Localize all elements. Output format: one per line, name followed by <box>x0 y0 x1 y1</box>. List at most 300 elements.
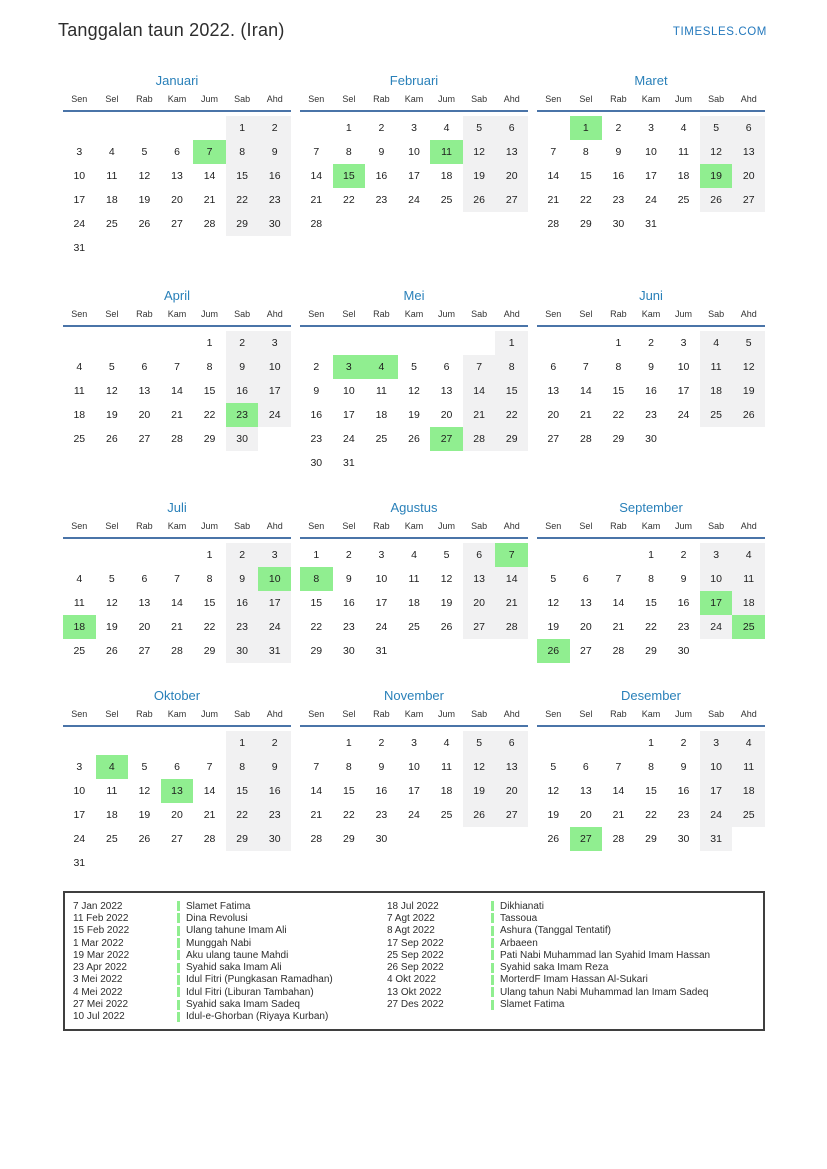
holiday-marker-icon <box>491 901 494 911</box>
day-cell-empty <box>63 116 96 140</box>
day-cell: 30 <box>258 212 291 236</box>
day-cell: 24 <box>645 194 657 206</box>
day-cell: 30 <box>343 645 355 657</box>
day-cell: 22 <box>203 409 216 421</box>
day-cell: 18 <box>732 779 765 803</box>
day-cell: 9 <box>680 761 687 773</box>
day-cell: 13 <box>547 385 560 397</box>
holiday-marker-icon <box>491 987 494 997</box>
holiday-marker-icon <box>491 975 494 985</box>
day-cell: 20 <box>495 779 528 803</box>
holiday-marker-icon <box>177 975 180 985</box>
day-cell: 25 <box>677 194 690 206</box>
day-cell: 14 <box>310 785 323 797</box>
day-header-jum: Jum <box>201 521 219 531</box>
month-day-grid <box>537 705 765 851</box>
day-cell: 10 <box>408 761 420 773</box>
day-cell: 11 <box>106 170 118 182</box>
day-cell: 2 <box>258 116 291 140</box>
legend-date: 11 Feb 2022 <box>73 912 129 924</box>
day-cell: 10 <box>258 355 291 379</box>
day-cell: 15 <box>612 385 625 397</box>
month-day-grid <box>63 705 291 875</box>
day-header-jum: Jum <box>675 94 693 104</box>
day-cell: 27 <box>732 188 765 212</box>
day-cell-empty <box>128 731 161 755</box>
day-cell: 23 <box>677 621 690 633</box>
day-cell-empty <box>96 116 129 140</box>
day-header-ahd: Ahd <box>503 309 520 319</box>
day-cell: 10 <box>375 573 388 585</box>
day-header-rab: Rab <box>136 709 153 719</box>
day-header-kam: Kam <box>167 94 187 104</box>
day-header-sen: Sen <box>308 521 325 531</box>
day-cell: 21 <box>310 809 323 821</box>
day-cell-empty <box>96 543 129 567</box>
header-rule <box>537 110 765 112</box>
legend-holiday-name: Ashura (Tanggal Tentatif) <box>500 925 611 937</box>
day-cell: 4 <box>76 573 83 585</box>
day-cell: 25 <box>106 218 118 230</box>
day-cell: 30 <box>375 833 388 845</box>
holiday-marker-icon <box>177 963 180 973</box>
day-cell: 31 <box>258 639 291 663</box>
day-cell: 29 <box>203 645 216 657</box>
legend-entry <box>387 900 710 912</box>
day-header-ahd: Ahd <box>266 94 283 104</box>
day-cell: 6 <box>732 116 765 140</box>
month-day-grid <box>537 305 765 451</box>
day-cell: 10 <box>73 785 86 797</box>
day-header-sab: Sab <box>234 309 251 319</box>
day-cell: 23 <box>226 403 259 427</box>
day-cell: 2 <box>615 122 622 134</box>
day-cell: 7 <box>193 140 226 164</box>
day-cell: 23 <box>226 615 259 639</box>
day-cell: 16 <box>343 597 355 609</box>
day-cell: 30 <box>226 427 259 451</box>
day-cell: 9 <box>258 755 291 779</box>
day-cell: 3 <box>648 122 654 134</box>
day-header-sab: Sab <box>708 521 725 531</box>
day-header-sab: Sab <box>708 309 725 319</box>
day-cell: 11 <box>678 146 690 158</box>
day-cell: 26 <box>138 218 151 230</box>
day-header-kam: Kam <box>167 709 187 719</box>
header-rule <box>537 725 765 727</box>
day-cell: 20 <box>580 809 592 821</box>
day-cell: 6 <box>495 116 528 140</box>
day-cell: 15 <box>203 385 216 397</box>
legend-date: 4 Okt 2022 <box>387 974 436 986</box>
day-cell: 21 <box>495 591 528 615</box>
day-cell: 24 <box>73 218 86 230</box>
legend-date: 25 Sep 2022 <box>387 949 444 961</box>
day-cell: 4 <box>443 737 450 749</box>
holiday-marker-icon <box>491 1000 494 1010</box>
legend-entry <box>387 998 710 1010</box>
day-cell: 13 <box>171 170 183 182</box>
legend-holiday-name: Idul Fitri (Liburan Tambahan) <box>186 986 314 998</box>
day-cell: 12 <box>700 140 733 164</box>
day-cell: 22 <box>203 621 216 633</box>
day-cell: 22 <box>645 809 657 821</box>
legend-date: 3 Mei 2022 <box>73 974 123 986</box>
day-cell: 13 <box>732 140 765 164</box>
day-cell: 10 <box>343 385 355 397</box>
day-header-sel: Sel <box>579 309 593 319</box>
day-header-kam: Kam <box>404 309 424 319</box>
page-title: Tanggalan taun 2022. (Iran) <box>58 20 285 40</box>
day-cell: 27 <box>547 433 560 445</box>
day-cell: 24 <box>73 833 86 845</box>
day-cell: 30 <box>677 645 690 657</box>
holiday-marker-icon <box>491 938 494 948</box>
month-agustus <box>300 499 528 663</box>
day-cell: 26 <box>547 833 560 845</box>
month-title: Agustus <box>390 500 438 515</box>
legend-entry <box>387 925 710 937</box>
month-juni <box>537 287 765 451</box>
day-header-rab: Rab <box>610 521 627 531</box>
day-header-sel: Sel <box>579 709 593 719</box>
day-header-kam: Kam <box>167 309 187 319</box>
day-header-sel: Sel <box>342 709 356 719</box>
month-title: Juli <box>167 500 187 515</box>
legend-holiday-name: Munggah Nabi <box>186 937 252 949</box>
day-header-jum: Jum <box>201 94 219 104</box>
month-day-grid <box>300 305 528 475</box>
day-cell: 6 <box>443 361 450 373</box>
day-cell: 10 <box>700 755 733 779</box>
day-cell: 2 <box>226 543 259 567</box>
day-cell: 28 <box>463 427 496 451</box>
day-header-jum: Jum <box>438 94 456 104</box>
day-cell: 24 <box>700 615 733 639</box>
day-header-sel: Sel <box>342 521 356 531</box>
day-cell: 6 <box>495 731 528 755</box>
day-cell-empty <box>128 543 161 567</box>
legend-entry <box>73 1011 387 1023</box>
day-cell: 24 <box>408 809 420 821</box>
day-cell: 18 <box>106 809 118 821</box>
day-cell: 18 <box>732 591 765 615</box>
day-cell: 6 <box>174 146 180 158</box>
day-cell: 27 <box>495 188 528 212</box>
day-cell: 27 <box>171 833 183 845</box>
month-day-grid <box>63 517 291 663</box>
legend-entry <box>73 974 387 986</box>
day-cell-empty <box>161 331 194 355</box>
day-cell: 24 <box>375 621 388 633</box>
day-cell: 1 <box>226 731 259 755</box>
day-cell: 20 <box>547 409 560 421</box>
day-cell: 5 <box>732 331 765 355</box>
day-header-kam: Kam <box>167 521 187 531</box>
day-cell: 26 <box>106 433 118 445</box>
day-header-sen: Sen <box>71 309 88 319</box>
day-cell: 17 <box>73 194 86 206</box>
day-cell: 17 <box>73 809 86 821</box>
day-cell: 3 <box>258 543 291 567</box>
legend-date: 26 Sep 2022 <box>387 962 444 974</box>
day-cell: 1 <box>345 122 352 134</box>
day-cell: 1 <box>345 737 352 749</box>
legend-entry <box>73 937 387 949</box>
month-day-grid <box>63 90 291 260</box>
day-cell: 29 <box>612 433 625 445</box>
day-cell: 5 <box>108 573 115 585</box>
day-cell: 23 <box>310 433 323 445</box>
day-cell-empty <box>537 116 570 140</box>
header-rule <box>300 725 528 727</box>
day-cell: 30 <box>258 827 291 851</box>
legend-holiday-name: Idul-e-Ghorban (Riyaya Kurban) <box>186 1011 329 1023</box>
header-rule <box>63 725 291 727</box>
day-cell: 29 <box>495 427 528 451</box>
legend-date: 27 Mei 2022 <box>73 999 129 1011</box>
day-cell: 26 <box>440 621 453 633</box>
day-cell: 7 <box>615 573 622 585</box>
day-header-sab: Sab <box>234 521 251 531</box>
day-cell-empty <box>602 543 635 567</box>
day-cell: 31 <box>645 218 657 230</box>
day-cell: 14 <box>171 385 183 397</box>
month-title: Juni <box>639 288 663 303</box>
legend-holiday-name: Tassoua <box>500 912 538 924</box>
day-cell-empty <box>602 731 635 755</box>
day-cell-empty <box>193 116 226 140</box>
day-cell: 20 <box>171 194 183 206</box>
day-cell: 23 <box>375 809 388 821</box>
month-title: September <box>619 500 683 515</box>
day-cell: 22 <box>343 809 355 821</box>
day-cell: 6 <box>582 761 589 773</box>
day-header-sen: Sen <box>545 94 562 104</box>
day-cell: 21 <box>203 809 216 821</box>
day-cell-empty <box>430 331 463 355</box>
day-cell: 21 <box>310 194 323 206</box>
day-cell: 5 <box>141 146 148 158</box>
day-cell: 17 <box>375 597 388 609</box>
holiday-marker-icon <box>177 950 180 960</box>
day-cell: 12 <box>732 355 765 379</box>
day-cell: 26 <box>138 833 151 845</box>
day-cell: 24 <box>343 433 355 445</box>
legend-entry <box>387 937 710 949</box>
day-cell: 23 <box>343 621 355 633</box>
day-cell-empty <box>300 731 333 755</box>
day-header-jum: Jum <box>201 709 219 719</box>
month-title: Desember <box>621 688 681 703</box>
day-cell-empty <box>161 731 194 755</box>
legend-entry <box>387 961 710 973</box>
day-cell: 10 <box>645 146 657 158</box>
day-cell: 17 <box>258 379 291 403</box>
day-cell: 8 <box>226 140 259 164</box>
day-cell: 12 <box>408 385 420 397</box>
holiday-marker-icon <box>177 1000 180 1010</box>
day-cell: 4 <box>411 549 417 561</box>
day-cell: 7 <box>582 361 589 373</box>
day-cell: 20 <box>440 409 453 421</box>
month-day-grid <box>537 90 765 236</box>
day-cell: 25 <box>408 621 420 633</box>
day-cell: 8 <box>345 146 352 158</box>
month-title: Februari <box>389 73 439 88</box>
day-cell: 9 <box>226 355 259 379</box>
day-header-sab: Sab <box>708 94 725 104</box>
day-cell: 5 <box>550 573 557 585</box>
day-cell: 2 <box>258 731 291 755</box>
day-cell: 29 <box>343 833 355 845</box>
day-cell: 23 <box>677 809 690 821</box>
day-cell-empty <box>300 331 333 355</box>
day-cell: 3 <box>411 737 417 749</box>
month-mei <box>300 287 528 475</box>
day-cell: 1 <box>313 549 320 561</box>
day-cell: 1 <box>648 549 654 561</box>
day-cell: 4 <box>732 543 765 567</box>
day-cell: 8 <box>206 573 213 585</box>
day-cell: 12 <box>106 597 118 609</box>
day-header-ahd: Ahd <box>266 521 283 531</box>
day-cell: 8 <box>226 755 259 779</box>
day-cell: 11 <box>73 385 85 397</box>
header-rule <box>537 325 765 327</box>
day-header-sab: Sab <box>471 709 488 719</box>
day-cell: 3 <box>680 337 687 349</box>
day-header-jum: Jum <box>201 309 219 319</box>
day-header-ahd: Ahd <box>503 521 520 531</box>
day-cell: 24 <box>258 615 291 639</box>
day-cell: 2 <box>648 337 654 349</box>
day-cell: 8 <box>300 567 333 591</box>
day-cell: 26 <box>732 403 765 427</box>
holiday-marker-icon <box>177 913 180 923</box>
legend-entry <box>387 912 710 924</box>
day-cell: 12 <box>547 597 560 609</box>
day-cell: 14 <box>310 170 323 182</box>
day-cell-empty <box>537 543 570 567</box>
day-cell: 13 <box>440 385 453 397</box>
day-header-sab: Sab <box>471 521 488 531</box>
holiday-marker-icon <box>491 926 494 936</box>
day-cell: 31 <box>73 242 86 254</box>
holiday-legend <box>63 891 765 1031</box>
day-cell: 2 <box>378 737 385 749</box>
day-cell: 8 <box>206 361 213 373</box>
day-cell: 18 <box>440 785 453 797</box>
day-cell-empty <box>570 731 603 755</box>
day-cell: 17 <box>677 385 690 397</box>
month-day-grid <box>300 517 528 663</box>
day-cell: 28 <box>612 833 625 845</box>
day-header-sel: Sel <box>105 709 119 719</box>
day-cell-empty <box>570 331 603 355</box>
day-header-ahd: Ahd <box>740 709 757 719</box>
day-cell: 5 <box>550 761 557 773</box>
day-cell: 16 <box>375 170 388 182</box>
day-cell: 13 <box>495 140 528 164</box>
header-rule <box>537 537 765 539</box>
day-cell: 13 <box>580 785 592 797</box>
legend-entry <box>73 961 387 973</box>
day-cell: 19 <box>547 621 560 633</box>
day-header-jum: Jum <box>675 709 693 719</box>
day-header-jum: Jum <box>675 309 693 319</box>
day-cell: 22 <box>226 188 259 212</box>
month-title: April <box>163 288 190 303</box>
day-cell: 12 <box>138 170 151 182</box>
day-cell: 4 <box>700 331 733 355</box>
legend-date: 17 Sep 2022 <box>387 937 444 949</box>
day-cell: 8 <box>648 761 654 773</box>
site-link[interactable]: TIMESLES.COM <box>672 26 767 38</box>
month-juli <box>63 499 291 663</box>
day-cell: 21 <box>612 809 625 821</box>
day-cell: 15 <box>226 779 259 803</box>
day-cell: 26 <box>463 188 496 212</box>
month-day-grid <box>300 705 528 851</box>
holiday-marker-icon <box>177 926 180 936</box>
day-header-jum: Jum <box>675 521 693 531</box>
day-header-sen: Sen <box>308 309 325 319</box>
day-cell: 15 <box>343 785 355 797</box>
month-januari <box>63 72 291 260</box>
legend-holiday-name: Ulang tahun Nabi Muhammad lan Imam Sadeq <box>500 986 709 998</box>
day-cell: 12 <box>463 755 496 779</box>
legend-date: 7 Agt 2022 <box>387 912 435 924</box>
day-cell: 4 <box>365 355 398 379</box>
day-cell: 6 <box>582 573 589 585</box>
legend-entry <box>73 900 387 912</box>
day-cell: 27 <box>495 803 528 827</box>
day-cell: 10 <box>73 170 86 182</box>
day-cell: 5 <box>443 549 450 561</box>
legend-date: 1 Mar 2022 <box>73 937 124 949</box>
day-header-rab: Rab <box>610 709 627 719</box>
day-cell: 23 <box>258 188 291 212</box>
day-cell: 19 <box>547 809 560 821</box>
day-cell: 11 <box>732 755 765 779</box>
day-cell-empty <box>537 731 570 755</box>
day-header-jum: Jum <box>438 309 456 319</box>
day-header-rab: Rab <box>373 94 390 104</box>
day-cell: 19 <box>408 409 420 421</box>
day-cell: 25 <box>732 803 765 827</box>
legend-date: 27 Des 2022 <box>387 999 444 1011</box>
day-header-rab: Rab <box>136 521 153 531</box>
day-cell: 18 <box>73 409 86 421</box>
day-cell: 27 <box>171 218 183 230</box>
holiday-marker-icon <box>177 1012 180 1022</box>
day-cell: 6 <box>463 543 496 567</box>
day-cell: 14 <box>495 567 528 591</box>
day-cell: 25 <box>700 403 733 427</box>
day-cell: 7 <box>174 361 180 373</box>
day-cell: 26 <box>408 433 420 445</box>
legend-holiday-name: Syahid saka Imam Sadeq <box>186 999 300 1011</box>
months-grid <box>63 72 765 875</box>
day-cell-empty <box>570 543 603 567</box>
day-cell: 19 <box>700 164 733 188</box>
legend-holiday-name: Slamet Fatima <box>500 999 565 1011</box>
day-cell: 22 <box>645 621 657 633</box>
day-cell: 6 <box>141 573 148 585</box>
day-header-sen: Sen <box>71 709 88 719</box>
day-cell-empty <box>193 731 226 755</box>
